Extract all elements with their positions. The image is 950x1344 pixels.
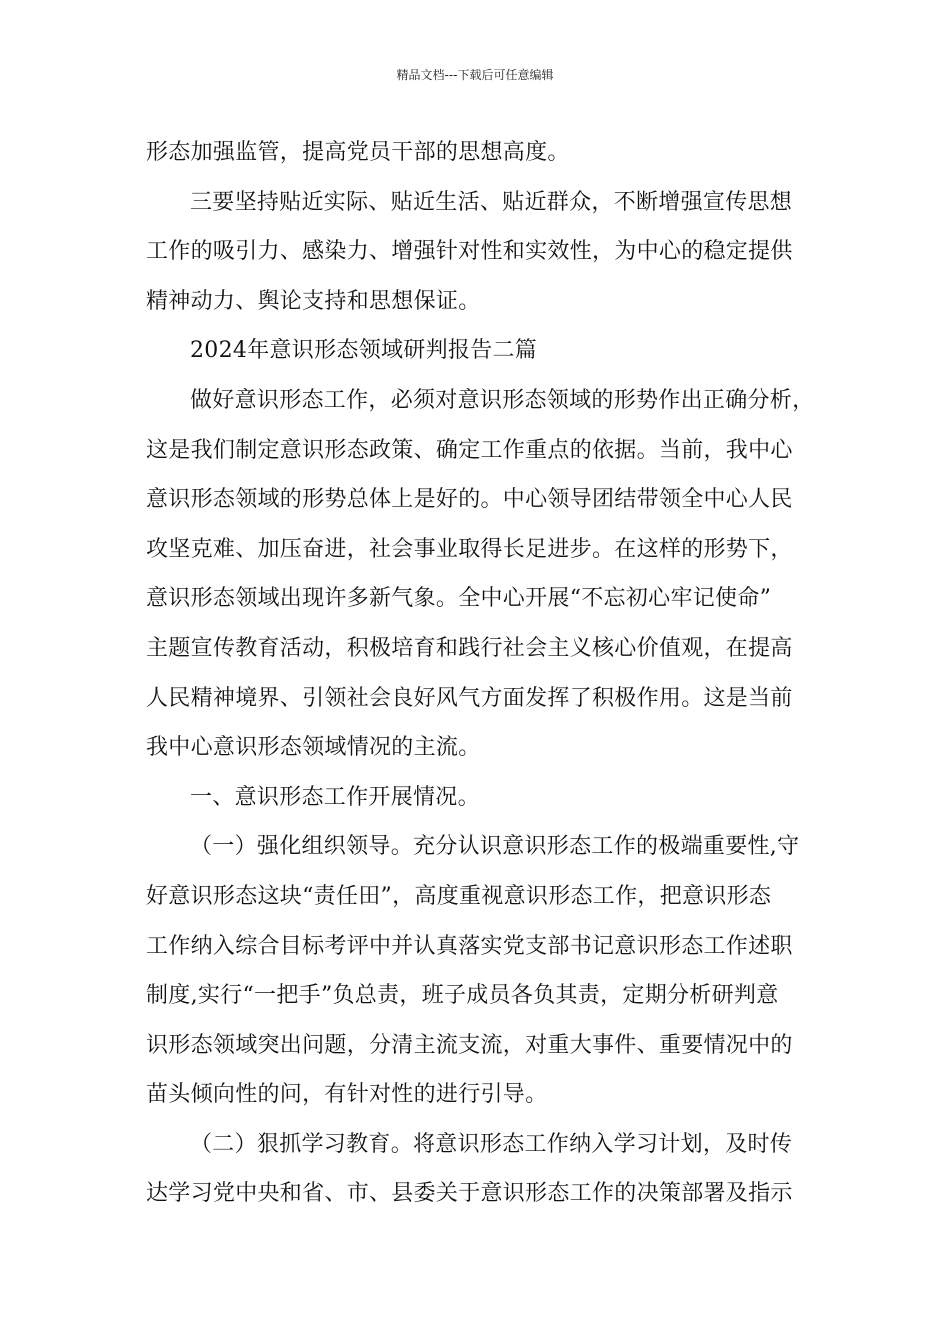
text-line: 苗头倾向性的问，有针对性的进行引导。	[146, 1082, 548, 1108]
text-line: 精神动力、舆论支持和思想保证。	[146, 288, 481, 314]
section-heading: 一、意识形态工作开展情况。	[190, 784, 480, 810]
text-line: 工作纳入综合目标考评中并认真落实党支部书记意识形态工作述职	[146, 933, 793, 959]
text-line: 形态加强监管，提高党员干部的思想高度。	[146, 140, 570, 165]
paragraph-start: 做好意识形态工作，必须对意识形态领域的形势作出正确分析，	[190, 387, 815, 413]
text-line: 达学习党中央和省、市、县委关于意识形态工作的决策部署及指示	[146, 1181, 793, 1207]
paragraph-start: （二）狠抓学习教育。将意识形态工作纳入学习计划，及时传	[190, 1131, 793, 1157]
text-line: 意识形态领域出现许多新气象。全中心开展“不忘初心牢记使命”	[146, 586, 772, 612]
text-line: 意识形态领域的形势总体上是好的。中心领导团结带领全中心人民	[146, 487, 793, 513]
text-line: 这是我们制定意识形态政策、确定工作重点的依据。当前，我中心	[146, 437, 793, 463]
text-line: 好意识形态这块“责任田”，高度重视意识形态工作，把意识形态	[146, 883, 772, 909]
text-line: 制度,实行“一把手”负总责，班子成员各负其责，定期分析研判意	[146, 983, 779, 1009]
document-body	[146, 128, 816, 1219]
text-line: 主题宣传教育活动，积极培育和践行社会主义核心价值观，在提高	[146, 635, 793, 661]
paragraph-start: 三要坚持贴近实际、贴近生活、贴近群众，不断增强宣传思想	[190, 189, 793, 215]
paragraph-start: （一）强化组织领导。充分认识意识形态工作的极端重要性,守	[190, 834, 800, 860]
text-line: 工作的吸引力、感染力、增强针对性和实效性，为中心的稳定提供	[146, 239, 793, 265]
text-line: 识形态领域突出问题，分清主流支流，对重大事件、重要情况中的	[146, 1032, 793, 1058]
text-line: 人民精神境界、引领社会良好风气方面发挥了积极作用。这是当前	[146, 685, 793, 711]
section-title: 2024年意识形态领域研判报告二篇	[190, 338, 538, 364]
text-line: 我中心意识形态领域情况的主流。	[146, 735, 481, 761]
page-header: 精品文档---下载后可任意编辑	[396, 68, 554, 82]
text-line: 攻坚克难、加压奋进，社会事业取得长足进步。在这样的形势下，	[146, 536, 793, 562]
